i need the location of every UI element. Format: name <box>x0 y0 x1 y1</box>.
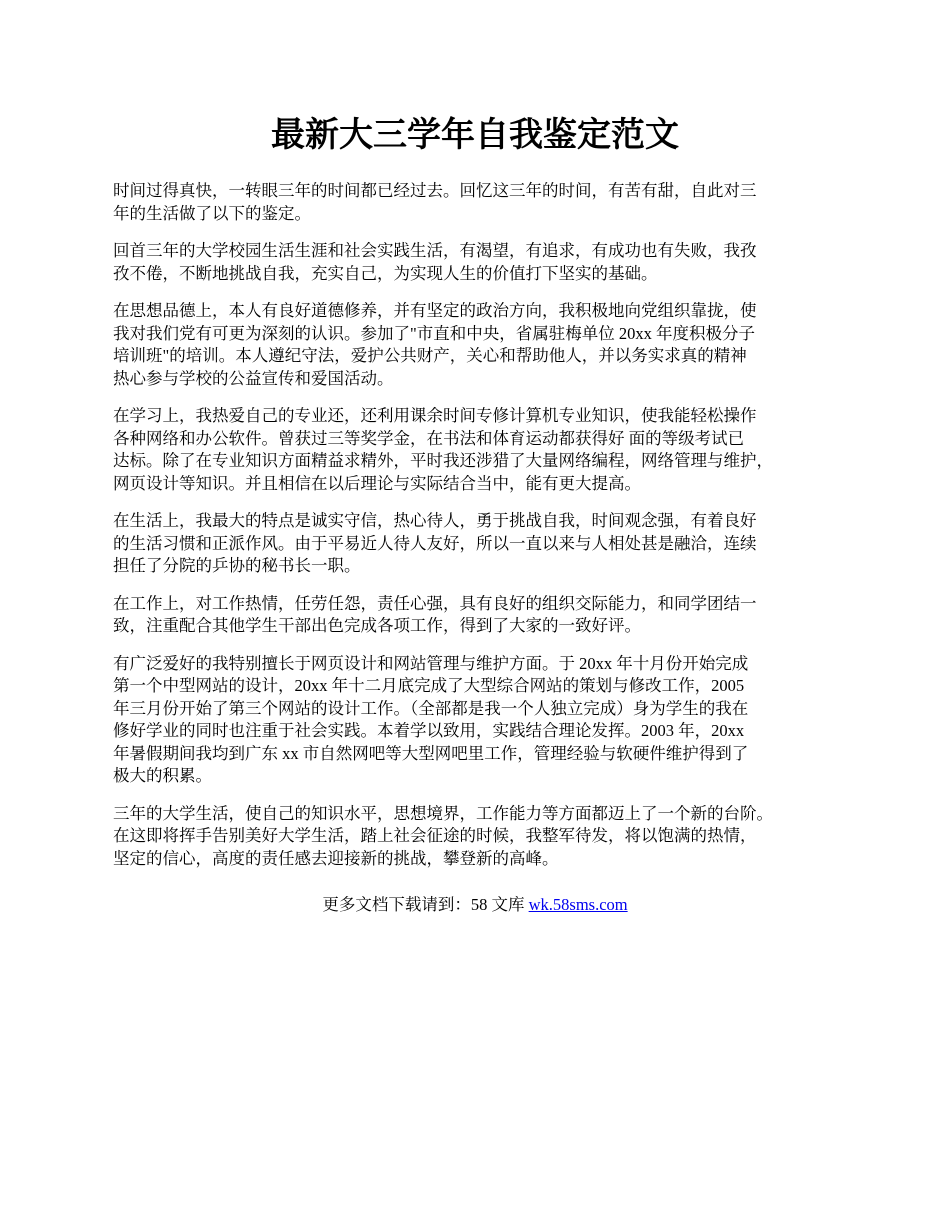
paragraph-line: 致，注重配合其他学生干部出色完成各项工作，得到了大家的一致好评。 <box>113 616 641 635</box>
paragraph-line: 在学习上，我热爱自己的专业还，还利用课余时间专修计算机专业知识，使我能轻松操作 <box>113 406 757 425</box>
download-footer <box>0 893 950 917</box>
body-paragraph <box>113 593 853 638</box>
paragraph-line: 三年的大学生活，使自己的知识水平，思想境界，工作能力等方面都迈上了一个新的台阶。 <box>113 803 773 823</box>
body-paragraph <box>113 180 853 225</box>
document-body <box>113 180 853 885</box>
body-paragraph <box>113 300 853 390</box>
document-title: 最新大三学年自我鉴定范文 <box>271 117 679 154</box>
body-paragraph <box>113 510 853 578</box>
paragraph-line: 网页设计等知识。并且相信在以后理论与实际结合当中，能有更大提高。 <box>113 473 641 493</box>
paragraph-line: 在生活上，我最大的特点是诚实守信，热心待人，勇于挑战自我，时间观念强，有着良好 <box>113 511 757 530</box>
paragraph-line: 在这即将挥手告别美好大学生活，踏上社会征途的时候，我整军待发，将以饱满的热情， <box>113 826 757 845</box>
paragraph-line: 第一个中型网站的设计，20xx 年十二月底完成了大型综合网站的策划与修改工作，2005 <box>113 676 745 695</box>
footer-prefix: 更多文档下载请到：58 文库 <box>322 895 529 914</box>
paragraph-line: 达标。除了在专业知识方面精益求精外，平时我还涉猎了大量网络编程，网络管理与维护， <box>113 451 773 470</box>
paragraph-line: 各种网络和办公软件。曾获过三等奖学金，在书法和体育运动都获得好 面的等级考试已 <box>113 428 745 448</box>
paragraph-line: 热心参与学校的公益宣传和爱国活动。 <box>113 368 394 388</box>
paragraph-line: 担任了分院的乒协的秘书长一职。 <box>113 556 361 575</box>
paragraph-line: 极大的积累。 <box>113 766 212 785</box>
paragraph-line: 年的生活做了以下的鉴定。 <box>113 203 311 223</box>
body-paragraph <box>113 405 853 495</box>
paragraph-line: 有广泛爱好的我特别擅长于网页设计和网站管理与维护方面。于 20xx 年十月份开始完成 <box>113 653 749 673</box>
paragraph-line: 年三月份开始了第三个网站的设计工作。（全部都是我一个人独立完成）身为学生的我在 <box>113 698 749 718</box>
download-site-link[interactable]: wk.58sms.com <box>528 895 628 914</box>
paragraph-line: 孜不倦，不断地挑战自我，充实自己，为实现人生的价值打下坚实的基础。 <box>113 263 658 283</box>
body-paragraph <box>113 653 853 788</box>
paragraph-line: 培训班"的培训。本人遵纪守法，爱护公共财产，关心和帮助他人，并以务实求真的精神 <box>113 346 747 365</box>
paragraph-line: 的生活习惯和正派作风。由于平易近人待人友好，所以一直以来与人相处甚是融洽，连续 <box>113 533 757 553</box>
body-paragraph <box>113 803 853 871</box>
paragraph-line: 我对我们党有可更为深刻的认识。参加了"市直和中央，省属驻梅单位 20xx 年度积极分子 <box>113 323 755 343</box>
paragraph-line: 在工作上，对工作热情，任劳任怨，责任心强，具有良好的组织交际能力，和同学团结一 <box>113 593 757 613</box>
paragraph-line: 回首三年的大学校园生活生涯和社会实践生活，有渴望，有追求，有成功也有失败，我孜 <box>113 241 757 260</box>
paragraph-line: 坚定的信心，高度的责任感去迎接新的挑战，攀登新的高峰。 <box>113 848 559 868</box>
body-paragraph <box>113 240 853 285</box>
paragraph-line: 在思想品德上，本人有良好道德修养，并有坚定的政治方向，我积极地向党组织靠拢，使 <box>113 301 757 320</box>
paragraph-line: 修好学业的同时也注重于社会实践。本着学以致用，实践结合理论发挥。2003 年，20xx <box>113 721 745 740</box>
paragraph-line: 时间过得真快，一转眼三年的时间都已经过去。回忆这三年的时间，有苦有甜，自此对三 <box>113 181 757 200</box>
paragraph-line: 年暑假期间我均到广东 xx 市自然网吧等大型网吧里工作，管理经验与软硬件维护得到了 <box>113 743 749 763</box>
